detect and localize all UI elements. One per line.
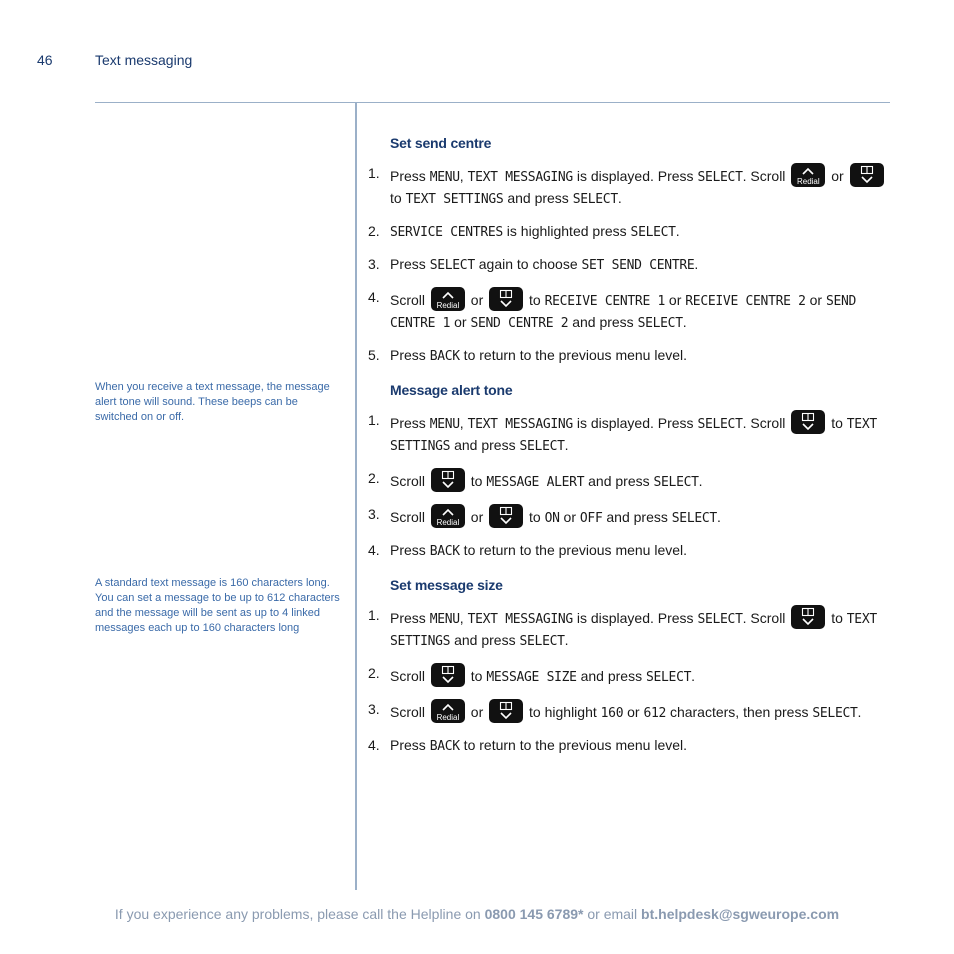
redial-label: Redial: [436, 301, 460, 310]
list-item: 3. Scroll Redial or to highlight 160 or 612 characters, then press SELECT.: [368, 701, 862, 722]
list-item: 2. Scroll to MESSAGE SIZE and press SELECT.: [368, 665, 696, 685]
helpline-phone: 0800 145 6789*: [484, 906, 584, 922]
down-phonebook-key-icon: [791, 605, 825, 629]
redial-label: Redial: [436, 518, 460, 527]
list-item: 4. Press BACK to return to the previous menu level.: [368, 737, 688, 754]
up-redial-key-icon: [431, 504, 465, 528]
side-note-alert-tone: When you receive a text message, the message alert tone will sound. These beeps can be switched on or off.: [95, 381, 330, 423]
section-set-send-centre: [368, 135, 893, 378]
section-set-message-size: [368, 577, 893, 768]
list-item: 4. Press BACK to return to the previous menu level.: [368, 542, 688, 559]
list-item: 1. Press MENU, TEXT MESSAGING is displayed. Press SELECT. Scroll to TEXT SETTINGS and press SELECT.: [368, 607, 877, 649]
down-phonebook-key-icon: [431, 468, 465, 492]
list-item: 2. SERVICE CENTRES is highlighted press SELECT.: [368, 223, 680, 240]
up-redial-key-icon: [431, 287, 465, 311]
side-note-message-size: A standard text message is 160 characters long. You can set a message to be up to 612 characters and the message will be sent as up to 4 linked messages each up to 160 characters long: [95, 577, 340, 634]
up-redial-key-icon: [431, 699, 465, 723]
list-item: 5. Press BACK to return to the previous menu level.: [368, 347, 688, 364]
down-phonebook-key-icon: [431, 663, 465, 687]
section-heading: Set message size: [390, 577, 503, 593]
section-message-alert-tone: [368, 382, 893, 573]
redial-label: Redial: [796, 177, 820, 186]
section-title: Text messaging: [95, 52, 193, 68]
down-phonebook-key-icon: [489, 287, 523, 311]
list-item: 1. Press MENU, TEXT MESSAGING is displayed. Press SELECT. Scroll to TEXT SETTINGS and press SELECT.: [368, 412, 877, 454]
helpdesk-email: bt.helpdesk@sgweurope.com: [641, 906, 840, 922]
top-divider: [95, 102, 890, 103]
redial-label: Redial: [436, 713, 460, 722]
down-phonebook-key-icon: [791, 410, 825, 434]
up-redial-key-icon: [791, 163, 825, 187]
list-item: 3. Press SELECT again to choose SET SEND CENTRE.: [368, 256, 699, 273]
list-item: 1. Press MENU, TEXT MESSAGING is displayed. Press SELECT. Scroll Redial or to TEXT SETTINGS and press SELECT.: [368, 163, 893, 210]
down-phonebook-key-icon: [489, 699, 523, 723]
list-item: 4. Scroll Redial or to RECEIVE CENTRE 1 or RECEIVE CENTRE 2 or SEND CENTRE 1 or SEND CENTRE 2 and press SELECT.: [368, 289, 857, 331]
page-number: 46: [37, 52, 53, 68]
column-divider: [355, 103, 357, 890]
section-heading: Set send centre: [390, 135, 492, 151]
helpline-footer: If you experience any problems, please call the Helpline on 0800 145 6789* or email bt.helpdesk@sgweurope.com: [114, 906, 840, 922]
down-phonebook-key-icon: [850, 163, 884, 187]
list-item: 2. Scroll to MESSAGE ALERT and press SELECT.: [368, 470, 703, 490]
list-item: 3. Scroll Redial or to ON or OFF and press SELECT.: [368, 506, 721, 527]
down-phonebook-key-icon: [489, 504, 523, 528]
section-heading: Message alert tone: [390, 382, 513, 398]
